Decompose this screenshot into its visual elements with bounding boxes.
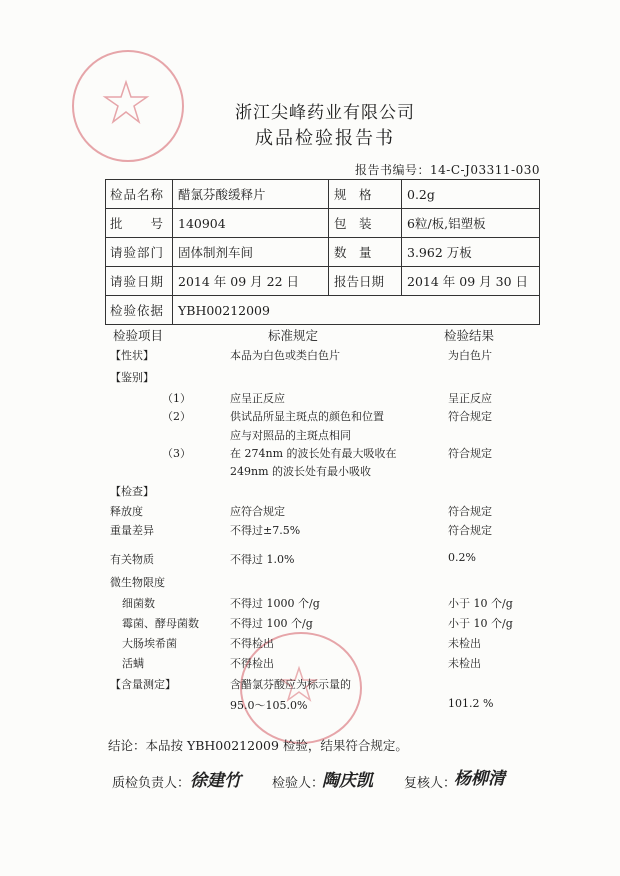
row-item: 活螨 bbox=[122, 657, 144, 670]
request-date-label: 请验日期 bbox=[106, 267, 173, 296]
row-result: 符合规定 bbox=[448, 524, 492, 537]
qa-signature: 徐建竹 bbox=[190, 771, 241, 791]
page-title: 成品检验报告书 bbox=[255, 128, 395, 149]
row-item: 释放度 bbox=[110, 505, 143, 518]
column-header-item: 检验项目 bbox=[113, 328, 164, 343]
reviewer-label: 复核人： bbox=[404, 776, 457, 791]
row-standard: 在 274nm 的波长处有最大吸收在 bbox=[230, 447, 397, 460]
dept-value: 固体制剂车间 bbox=[173, 238, 329, 267]
row-result: 未检出 bbox=[448, 657, 481, 670]
row-result: 呈正反应 bbox=[448, 392, 492, 405]
row-standard: 不得过 100 个/g bbox=[230, 617, 313, 630]
row-item: 有关物质 bbox=[110, 553, 154, 566]
qty-value: 3.962 万板 bbox=[402, 238, 540, 267]
row-result: 符合规定 bbox=[448, 505, 492, 518]
row-item: 大肠埃希菌 bbox=[122, 637, 177, 650]
row-item: 重量差异 bbox=[110, 524, 154, 537]
product-name: 醋氯芬酸缓释片 bbox=[173, 180, 329, 209]
row-result: 符合规定 bbox=[448, 447, 492, 460]
reviewer-signature: 杨柳清 bbox=[454, 769, 505, 789]
request-date: 2014 年 09 月 22 日 bbox=[173, 267, 329, 296]
row-standard: 不得检出 bbox=[230, 637, 274, 650]
row-item: 细菌数 bbox=[122, 597, 155, 610]
row-standard: 本品为白色或类白色片 bbox=[230, 349, 340, 362]
row-item: 【性状】 bbox=[110, 349, 154, 362]
basis-value: YBH00212009 bbox=[173, 296, 540, 325]
row-standard: 应呈正反应 bbox=[230, 392, 285, 405]
row-item: （3） bbox=[162, 447, 191, 460]
company-name: 浙江尖峰药业有限公司 bbox=[235, 103, 415, 123]
inspector-signature: 陶庆凯 bbox=[322, 771, 373, 791]
report-number: 报告书编号：14-C-J03311-030 bbox=[355, 163, 541, 177]
row-item: （1） bbox=[162, 392, 191, 405]
row-result: 为白色片 bbox=[448, 349, 492, 362]
dept-label: 请验部门 bbox=[106, 238, 173, 267]
row-result: 小于 10 个/g bbox=[448, 597, 513, 610]
row-item: （2） bbox=[162, 410, 191, 423]
qa-label: 质检负责人： bbox=[112, 776, 191, 791]
basis-label: 检验依据 bbox=[106, 296, 173, 325]
batch-label: 批 号 bbox=[106, 209, 173, 238]
row-standard: 不得过 1000 个/g bbox=[230, 597, 320, 610]
row-item: 霉菌、酵母菌数 bbox=[122, 617, 199, 630]
package-value: 6粒/板,铝塑板 bbox=[402, 209, 540, 238]
package-label: 包 装 bbox=[329, 209, 402, 238]
batch-value: 140904 bbox=[173, 209, 329, 238]
row-result: 101.2 % bbox=[448, 697, 494, 710]
row-item: 【含量测定】 bbox=[110, 678, 176, 691]
row-standard: 不得过 1.0% bbox=[230, 553, 295, 566]
row-result: 未检出 bbox=[448, 637, 481, 650]
row-standard: 应符合规定 bbox=[230, 505, 285, 518]
row-standard: 供试品所显主斑点的颜色和位置 bbox=[230, 410, 384, 423]
qty-label: 数 量 bbox=[329, 238, 402, 267]
row-item: 微生物限度 bbox=[110, 576, 165, 589]
column-header-result: 检验结果 bbox=[444, 328, 495, 343]
row-standard: 不得过±7.5% bbox=[230, 524, 301, 537]
spec-label: 规 格 bbox=[329, 180, 402, 209]
inspector-label: 检验人： bbox=[272, 776, 325, 791]
row-result: 0.2% bbox=[448, 551, 476, 564]
column-header-standard: 标准规定 bbox=[268, 328, 319, 343]
row-standard: 含醋氯芬酸应为标示量的 bbox=[230, 678, 351, 691]
row-standard: 不得检出 bbox=[230, 657, 274, 670]
product-name-label: 检品名称 bbox=[106, 180, 173, 209]
info-table bbox=[105, 179, 540, 325]
row-item: 【检查】 bbox=[110, 485, 154, 498]
report-date-label: 报告日期 bbox=[329, 267, 402, 296]
row-standard: 249nm 的波长处有最小吸收 bbox=[230, 465, 372, 478]
conclusion: 结论：本品按 YBH00212009 检验，结果符合规定。 bbox=[108, 738, 408, 753]
row-standard: 应与对照品的主斑点相同 bbox=[230, 429, 351, 442]
row-standard: 95.0～105.0% bbox=[230, 699, 308, 712]
report-date: 2014 年 09 月 30 日 bbox=[402, 267, 540, 296]
row-item: 【鉴别】 bbox=[110, 371, 154, 384]
row-result: 符合规定 bbox=[448, 410, 492, 423]
spec-value: 0.2g bbox=[402, 180, 540, 209]
row-result: 小于 10 个/g bbox=[448, 617, 513, 630]
